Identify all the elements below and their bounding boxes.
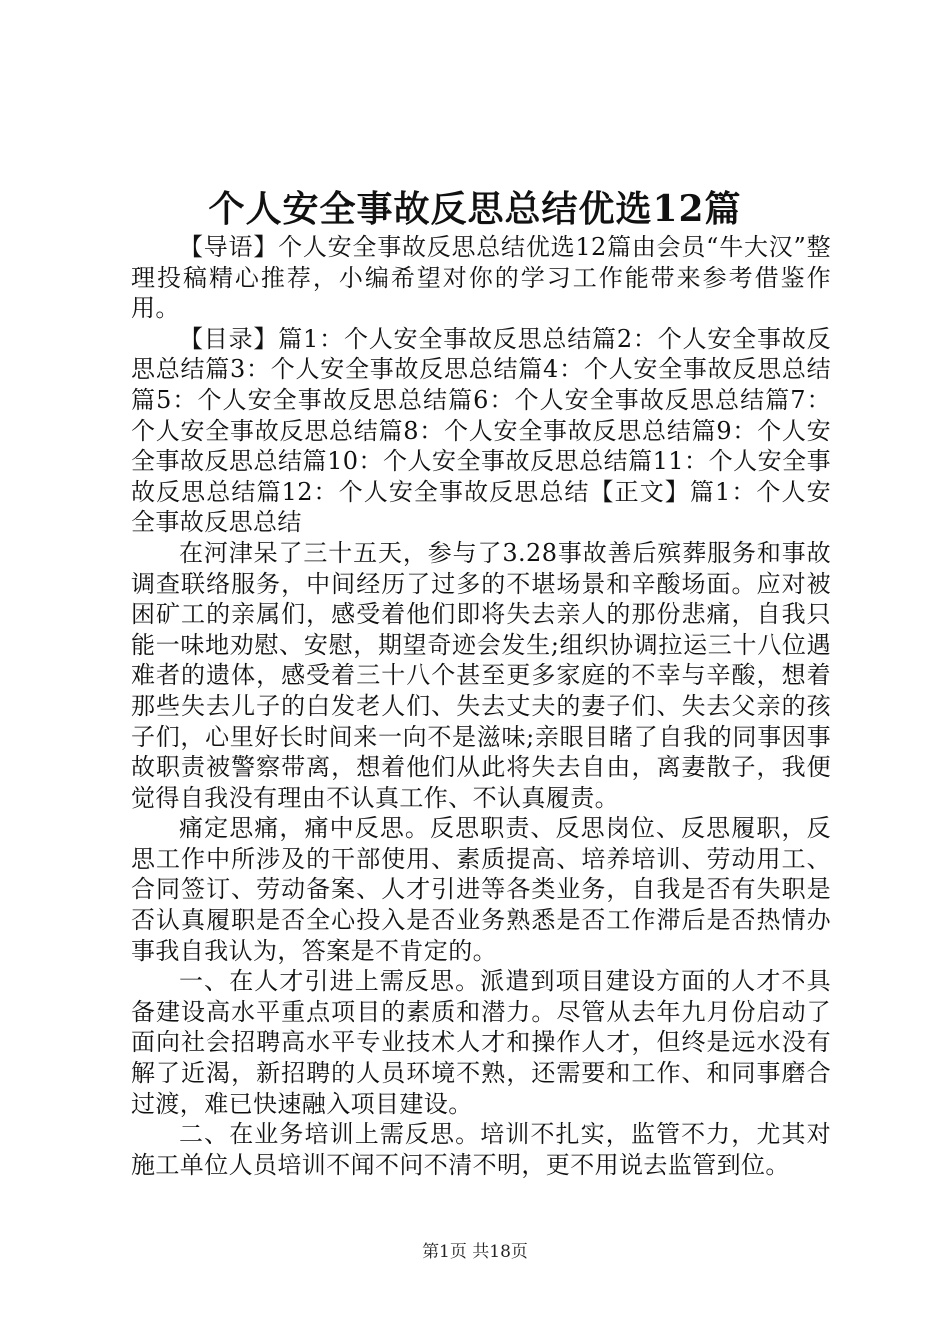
document-body [131, 232, 831, 1180]
body-paragraph: 在河津呆了三十五天，参与了3.28事故善后殡葬服务和事故调查联络服务，中间经历了过多的不堪场景和辛酸场面。应对被困矿工的亲属们，感受着他们即将失去亲人的那份悲痛，自我只能一味地劝慰、安慰，期望奇迹会发生;组织协调拉运三十八位遇难者的遗体，感受着三十八个甚至更多家庭的不幸与辛酸，想着那些失去儿子的白发老人们、失去丈夫的妻子们、失去父亲的孩子们，心里好长时间来一向不是滋味;亲眼目睹了自我的同事因事故职责被警察带离，想着他们从此将失去自由，离妻散子，我便觉得自我没有理由不认真工作、不认真履责。 [131, 538, 831, 812]
toc-paragraph: 【目录】篇1：个人安全事故反思总结篇2：个人安全事故反思总结篇3：个人安全事故反思总结篇4：个人安全事故反思总结篇5：个人安全事故反思总结篇6：个人安全事故反思总结篇7：个人安全事故反思总结篇8：个人安全事故反思总结篇9：个人安全事故反思总结篇10：个人安全事故反思总结篇11：个人安全事故反思总结篇12：个人安全事故反思总结【正文】篇1：个人安全事故反思总结 [131, 324, 831, 537]
intro-paragraph: 【导语】个人安全事故反思总结优选12篇由会员“牛大汉”整理投稿精心推荐，小编希望对你的学习工作能带来参考借鉴作用。 [131, 233, 831, 323]
body-paragraph: 一、在人才引进上需反思。派遣到项目建设方面的人才不具备建设高水平重点项目的素质和潜力。尽管从去年九月份启动了面向社会招聘高水平专业技术人才和操作人才，但终是远水没有解了近渴，新招聘的人员环境不熟，还需要和工作、和同事磨合过渡，难已快速融入项目建设。 [131, 967, 831, 1118]
body-paragraph: 痛定思痛，痛中反思。反思职责、反思岗位、反思履职，反思工作中所涉及的干部使用、素质提高、培养培训、劳动用工、合同签订、劳动备案、人才引进等各类业务，自我是否有失职是否认真履职是否全心投入是否业务熟悉是否工作滞后是否热情办事我自我认为，答案是不肯定的。 [131, 814, 831, 965]
document-title: 个人安全事故反思总结优选12篇 [208, 188, 742, 230]
body-paragraph: 二、在业务培训上需反思。培训不扎实，监管不力，尤其对施工单位人员培训不闻不问不清不明，更不用说去监管到位。 [131, 1120, 831, 1179]
page-number-footer: 第1页 共18页 [422, 1242, 528, 1262]
